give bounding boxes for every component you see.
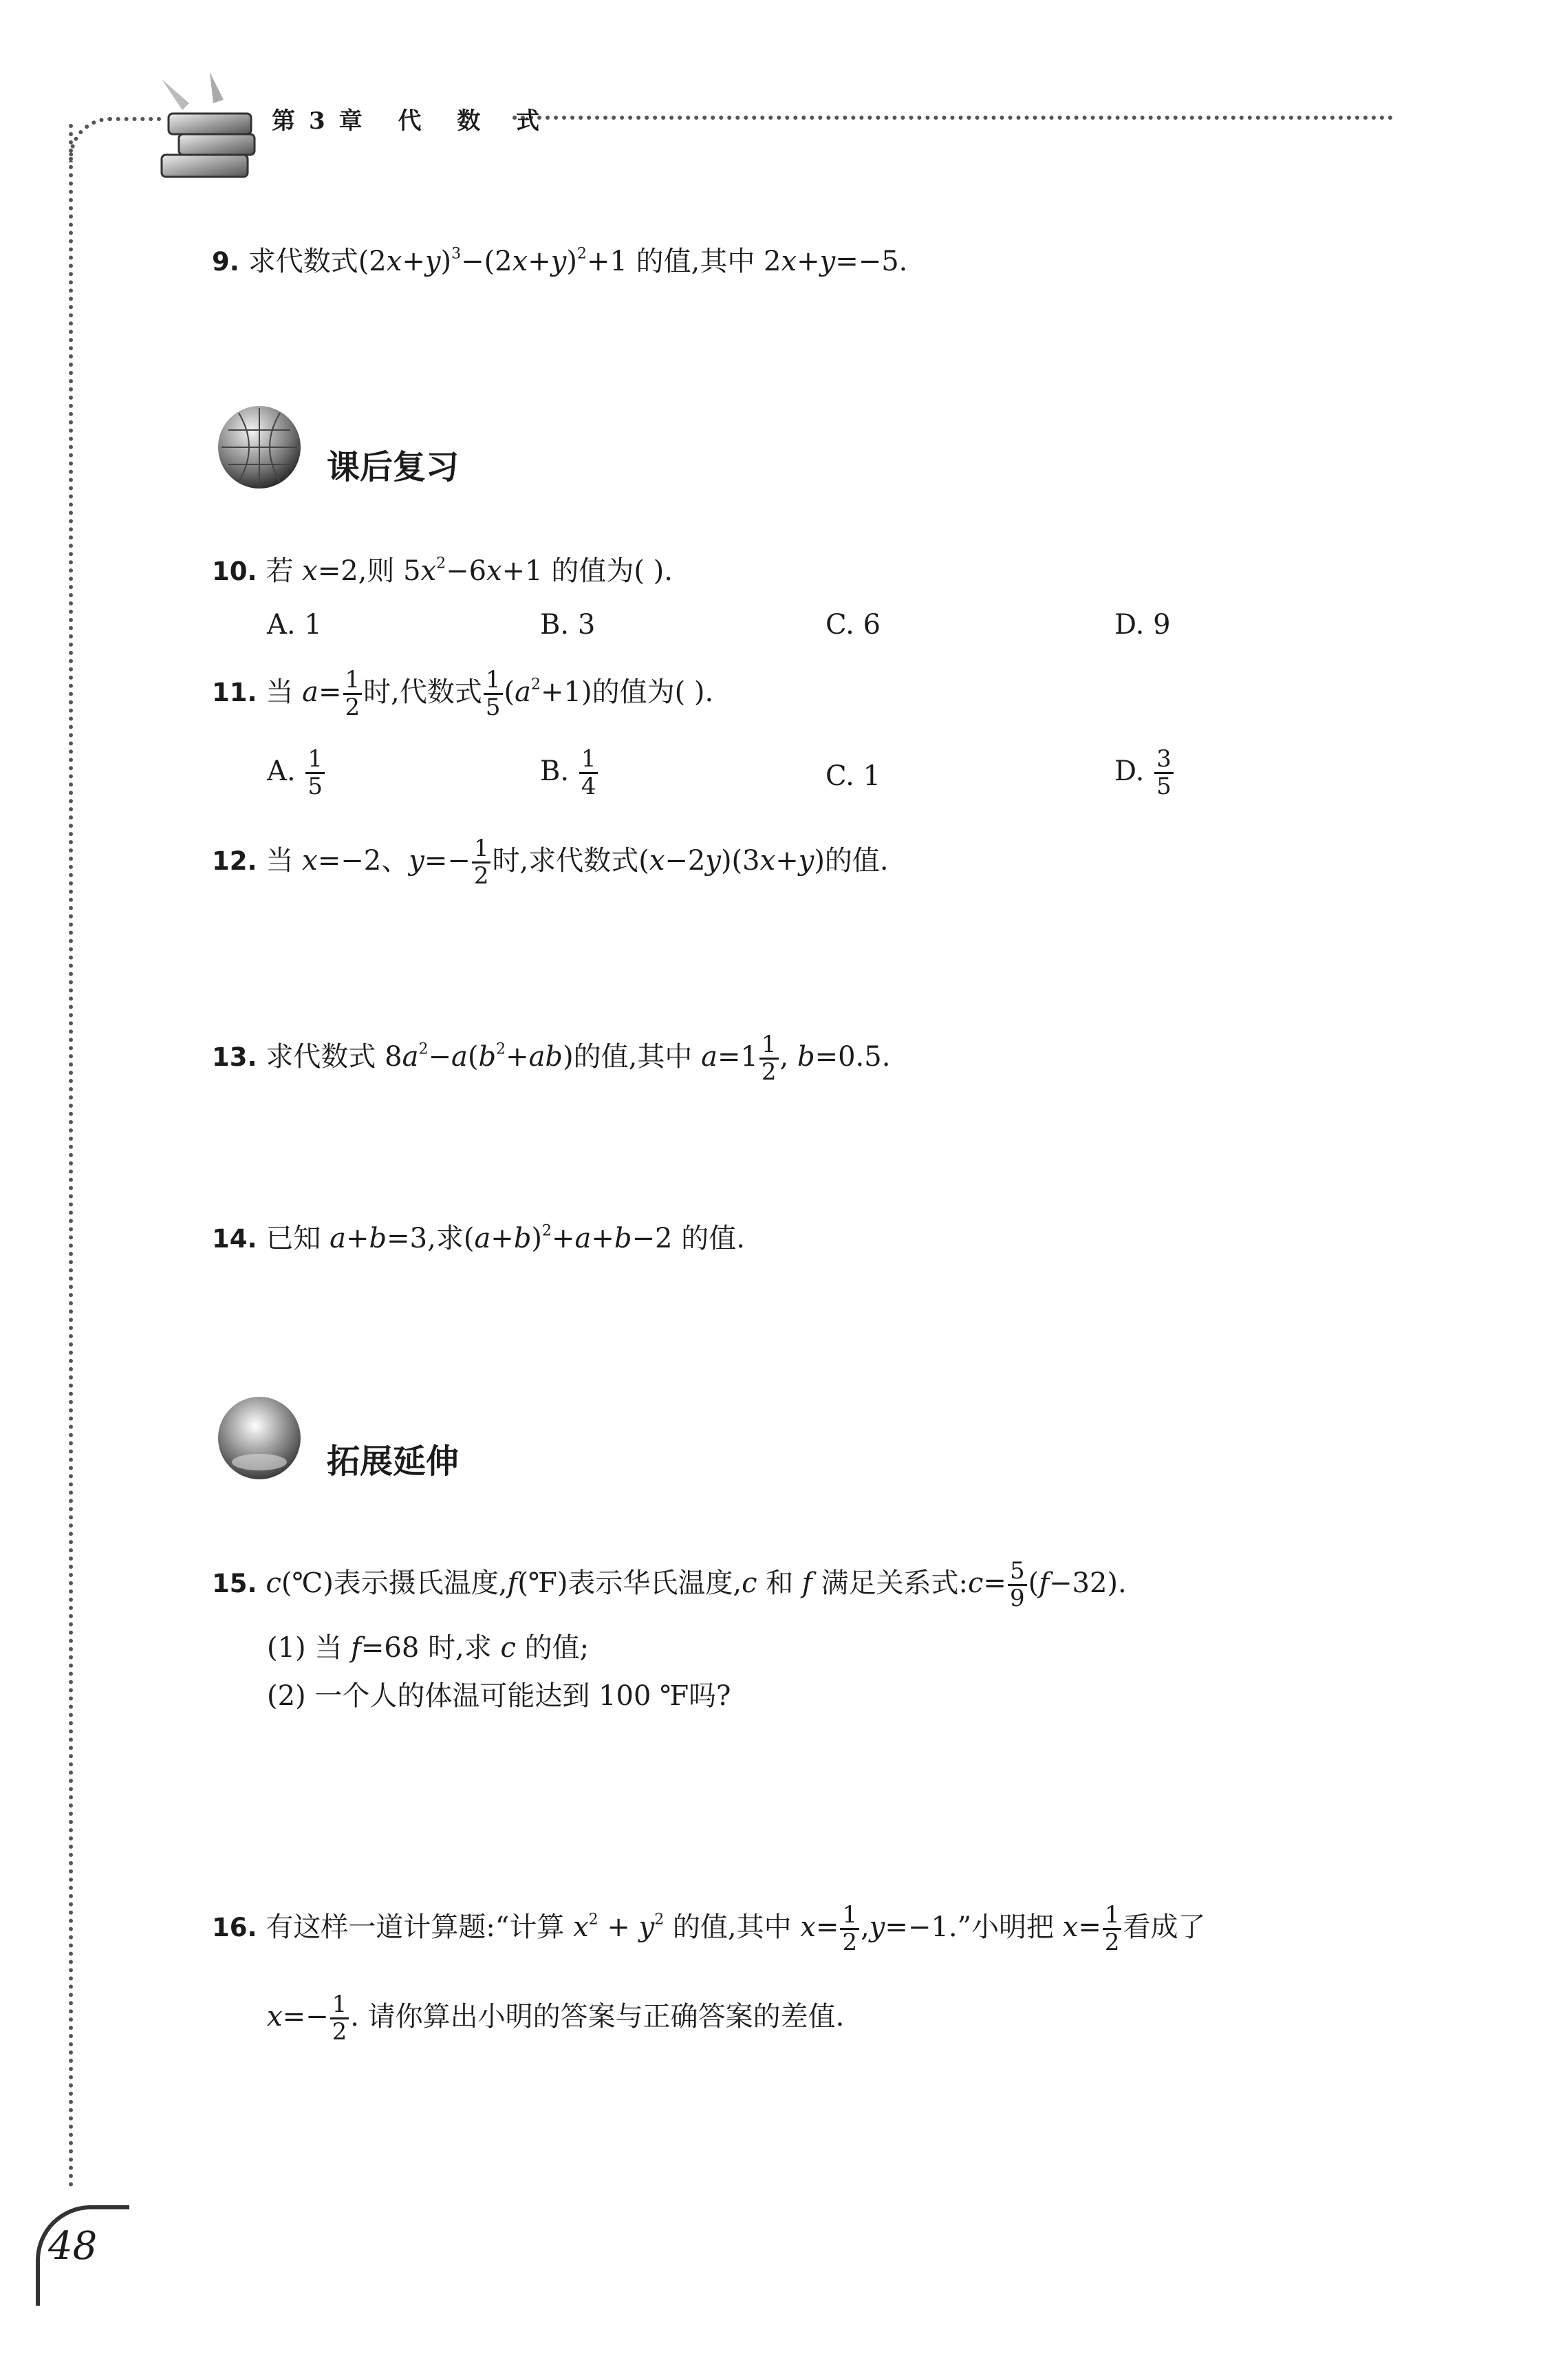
globe-icon: [215, 403, 304, 492]
q10-option-b[interactable]: B. 3: [540, 609, 596, 641]
fraction: $\frac{1}{2}$: [759, 1032, 779, 1086]
fraction: $\frac{1}{2}$: [840, 1902, 859, 1956]
books-icon: [141, 65, 265, 189]
page-frame-left: [69, 124, 73, 2188]
question-9: 9. 求代数式$(2x+y)^3-(2x+y)^2+1$ 的值,其中 2x+y=−5.: [212, 245, 908, 277]
q11-option-c[interactable]: C. 1: [825, 760, 881, 792]
q11-option-b[interactable]: B. $\frac{1}{4}$: [540, 747, 599, 800]
question-12: 12. 当 x=−2、y=− $\frac{1}{2}$ 时,求代数式(x−2y)(3x+y)的值.: [212, 835, 889, 890]
q11-option-d[interactable]: D. $\frac{3}{5}$: [1114, 747, 1175, 800]
question-15-part-2: (2) 一个人的体温可能达到 100 ℉吗?: [267, 1680, 731, 1712]
question-10: 10. 若 x=2,则 $5x^2-6x+1$ 的值为( ).: [212, 555, 673, 587]
fraction: $\frac{1}{2}$: [330, 1992, 349, 2046]
fraction: $\frac{1}{2}$: [343, 667, 363, 721]
fraction: $\frac{1}{2}$: [1103, 1902, 1122, 1956]
question-15: 15. c(℃)表示摄氏温度,f(℉)表示华氏温度,c 和 f 满足关系式:c= $\frac{5}{9}$ (f−32).: [212, 1557, 1127, 1613]
page-number: 48: [48, 2224, 98, 2269]
q11-option-a[interactable]: A. $\frac{1}{5}$: [267, 747, 326, 800]
fraction: $\frac{1}{2}$: [472, 836, 491, 890]
q10-option-c[interactable]: C. 6: [825, 609, 881, 641]
question-13: 13. 求代数式 $8a^2-a(b^2+ab)$的值,其中 a=1 $\frac{1}{2}$ , b=0.5.: [212, 1031, 891, 1086]
chapter-title: 第3章 代 数 式: [272, 107, 554, 135]
section-title-review: 课后复习: [327, 448, 460, 486]
question-15-part-1: (1) 当 f=68 时,求 c 的值;: [267, 1632, 590, 1664]
question-14: 14. 已知 a+b=3,求$(a+b)^2+a+b-2$ 的值.: [212, 1222, 745, 1254]
question-16: 16. 有这样一道计算题:“计算 $x^2 + y^2$ 的值,其中 x= $\frac{1}{2}$ ,y=−1.”小明把 x= $\frac{1}{2}$ 看成了: [212, 1901, 1206, 1957]
header-rule: [512, 116, 1393, 120]
globe-icon: [215, 1393, 304, 1483]
question-11: 11. 当 a= $\frac{1}{2}$ 时,代数式 $\frac{1}{5}$ $(a^2+1)$的值为( ).: [212, 666, 714, 722]
fraction: $\frac{1}{5}$: [484, 667, 503, 721]
q10-option-a[interactable]: A. 1: [267, 609, 322, 641]
question-16-line-2: x=− $\frac{1}{2}$ . 请你算出小明的答案与正确答案的差值.: [267, 1991, 845, 2046]
section-title-extension: 拓展延伸: [327, 1442, 460, 1481]
q10-option-d[interactable]: D. 9: [1114, 609, 1171, 641]
fraction: $\frac{5}{9}$: [1008, 1558, 1027, 1612]
